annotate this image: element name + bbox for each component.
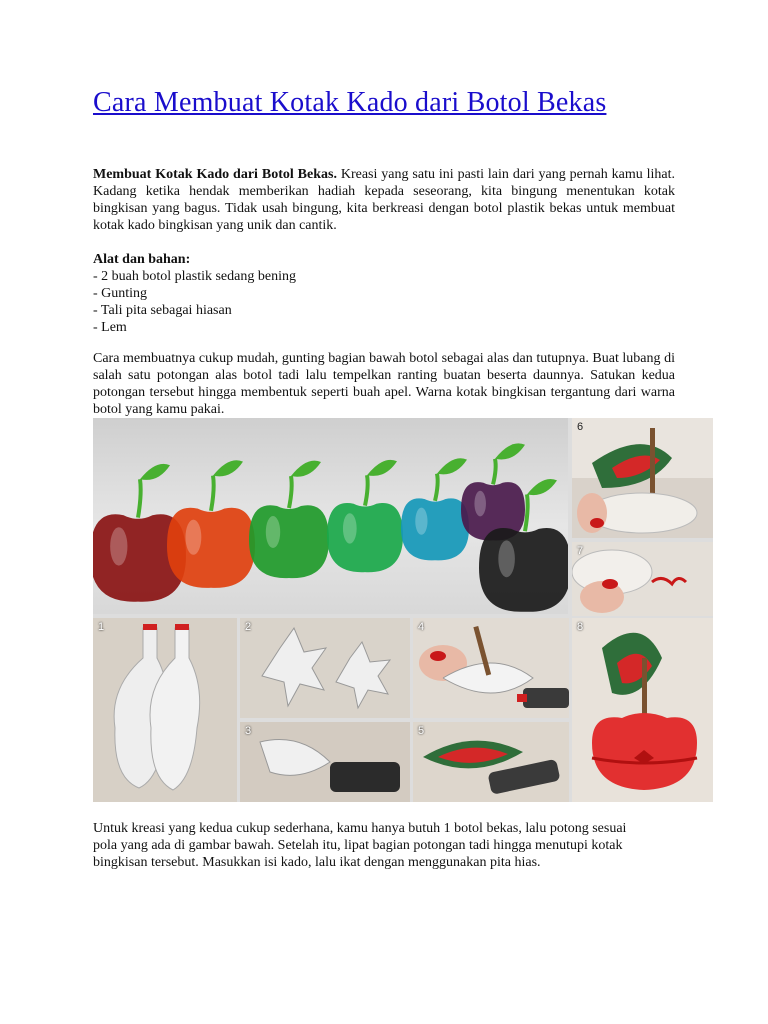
bottle-apple xyxy=(249,461,329,578)
step-3-photo xyxy=(240,722,410,802)
step-2-label: 2 xyxy=(245,621,252,633)
step-5-photo xyxy=(413,722,569,802)
step-5-label: 5 xyxy=(418,725,425,737)
intro-paragraph xyxy=(93,166,675,234)
step-1-photo xyxy=(93,618,237,802)
step-2-illustration xyxy=(240,618,410,718)
second-craft-paragraph: Untuk kreasi yang kedua cukup sederhana, kamu hanya butuh 1 botol bekas, lalu potong sesuai pola yang ada di gambar bawah. Setelah itu, lipat bagian potongan tadi hingga menutupi kotak bingkisan tersebut. Masukkan isi kado, lalu ikat dengan menggunakan pita hias. xyxy=(93,821,627,870)
step-3-illustration xyxy=(240,722,410,802)
step-8-illustration xyxy=(572,618,713,802)
step-6-photo xyxy=(572,418,713,538)
step-1-label: 1 xyxy=(98,621,105,633)
step-2-photo xyxy=(240,618,410,718)
tools-item: - 2 buah botol plastik sedang bening xyxy=(93,269,296,284)
step-1-illustration xyxy=(93,618,237,802)
step-7-illustration xyxy=(572,542,713,616)
intro-text: Kreasi yang satu ini pasti lain dari yang pernah kamu lihat. Kadang ketika hendak memberikan hadiah kepada seseorang, kita bingung menentukan kotak bingkisan yang bagus. Tidak usah bingung, kita berkreasi dengan botol plastik bekas untuk membuat kotak kado bingkisan yang unik dan cantik. xyxy=(93,167,676,233)
bottle-apple xyxy=(461,443,525,540)
apples-photo xyxy=(93,418,568,614)
step-6-label: 6 xyxy=(577,421,584,433)
instructions-paragraph: Cara membuatnya cukup mudah, gunting bagian bawah botol sebagai alas dan tutupnya. Buat lubang di salah satu potongan alas botol tadi lalu tempelkan ranting buatan beserta daunnya. Satukan kedua potongan tersebut hingga membentuk seperti buah apel. Warna kotak bingkisan tergantung dari warna botol yang kamu pakai. xyxy=(93,351,675,417)
tools-heading: Alat dan bahan: xyxy=(93,252,191,267)
step-7-label: 7 xyxy=(577,545,584,557)
step-6-illustration xyxy=(572,418,713,538)
step-8-photo xyxy=(572,618,713,802)
step-4-photo xyxy=(413,618,569,718)
article-title[interactable] xyxy=(93,86,675,120)
step-4-label: 4 xyxy=(418,621,425,633)
step-7-photo xyxy=(572,542,713,616)
tutorial-photo-collage xyxy=(93,418,713,802)
step-3-label: 3 xyxy=(245,725,252,737)
bottle-apple xyxy=(327,460,403,572)
bottle-apple xyxy=(401,458,469,560)
apples-illustration xyxy=(93,418,568,614)
tools-item: - Lem xyxy=(93,320,127,335)
bottle-apple xyxy=(167,460,255,588)
intro-lead: Membuat Kotak Kado dari Botol Bekas. xyxy=(93,167,337,182)
article-title-link[interactable]: Cara Membuat Kotak Kado dari Botol Bekas xyxy=(93,87,607,118)
tools-item: - Tali pita sebagai hiasan xyxy=(93,303,232,318)
step-5-illustration xyxy=(413,722,569,802)
step-4-illustration xyxy=(413,618,569,718)
step-8-label: 8 xyxy=(577,621,584,633)
tools-section xyxy=(93,251,675,336)
tools-list xyxy=(93,268,675,336)
tools-item: - Gunting xyxy=(93,286,148,301)
